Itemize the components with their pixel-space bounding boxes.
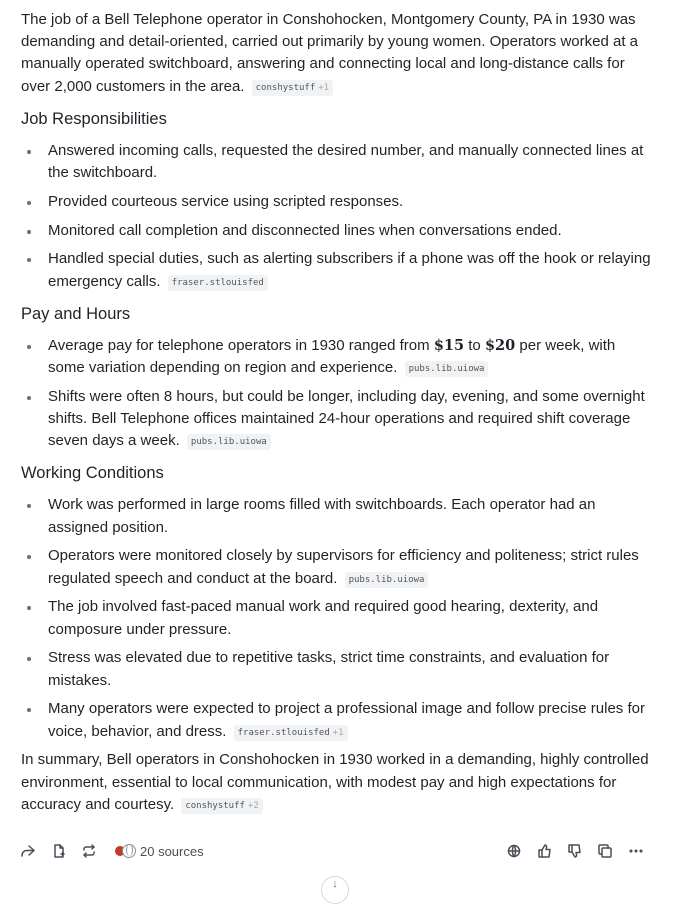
citation-badge[interactable]: conshystuff +2 [181,798,262,814]
list-item: Provided courteous service using scripted responses. [21,191,653,213]
more-options-button[interactable] [627,842,645,860]
list-item: Average pay for telephone operators in 1930 ranged from $15 to $20 per week, with some variation depending on region and experience. pubs.lib.uiowa [21,335,653,379]
conditions-list [21,494,653,742]
citation-badge[interactable]: pubs.lib.uiowa [405,361,489,377]
export-button[interactable] [50,842,68,860]
answer-content [21,9,653,816]
thumbs-down-button[interactable] [566,842,584,860]
sources-label: 20 sources [140,843,204,859]
citation-badge[interactable]: conshystuff +1 [252,80,333,96]
section-heading-conditions: Working Conditions [21,464,164,483]
thumbs-up-button[interactable] [536,842,554,860]
share-button[interactable] [19,842,37,860]
more-icon [628,843,644,859]
intro-text: The job of a Bell Telephone operator in Conshohocken, Montgomery County, PA in 1930 was demanding and detail-oriented, carried out primarily by young women. Operators worked at a manually operated switchboard, answering and connecting local and long-distance calls for over 2,000 customers in the area. [21,11,638,95]
share-icon [20,843,36,859]
summary-paragraph [21,749,653,816]
pay-high: $20 [484,336,516,354]
section-heading-pay: Pay and Hours [21,304,131,323]
globe-icon [122,844,136,858]
list-item: Shifts were often 8 hours, but could be longer, including day, evening, and some overnight shifts. Bell Telephone offices maintained 24-hour operations and required shift coverage seven days a week. pubs.lib.uiowa [21,386,653,453]
translate-icon [506,843,522,859]
list-item: Many operators were expected to project a professional image and follow precise rules for voice, behavior, and dress. fraser.stlouisfed +1 [21,698,653,742]
list-item: Handled special duties, such as alerting subscribers if a phone was off the hook or relaying emergency calls. fraser.stlouisfed [21,248,653,292]
scroll-down-button[interactable] [321,876,349,904]
pay-list [21,335,653,453]
intro-paragraph [21,9,653,98]
pay-low: $15 [433,336,465,354]
section-heading-job: Job Responsibilities [21,109,167,128]
summary-text: In summary, Bell operators in Conshohocken in 1930 worked in a demanding, highly controlled environment, essential to local communication, with modest pay and high expectations for accuracy and courtesy. [21,751,649,813]
list-item: Operators were monitored closely by supervisors for efficiency and politeness; strict rules regulated speech and conduct at the board. pubs.lib.uiowa [21,545,653,589]
list-item: Monitored call completion and disconnected lines when conversations ended. [21,220,653,242]
citation-badge[interactable]: fraser.stlouisfed +1 [234,725,348,741]
rewrite-icon [81,843,97,859]
thumbs-up-icon [537,843,553,859]
sources-button[interactable] [113,841,204,861]
list-item: Work was performed in large rooms filled with switchboards. Each operator had an assigned position. [21,494,653,538]
rewrite-button[interactable] [80,842,98,860]
thumbs-down-icon [567,843,583,859]
chevron-down-icon: ↓ [332,878,338,890]
copy-button[interactable] [596,842,614,860]
list-item: Stress was elevated due to repetitive tasks, strict time constraints, and evaluation for mistakes. [21,647,653,691]
citation-badge[interactable]: pubs.lib.uiowa [345,572,429,588]
export-icon [51,843,67,859]
citation-badge[interactable]: pubs.lib.uiowa [187,434,271,450]
answer-toolbar [0,836,673,866]
citation-badge[interactable]: fraser.stlouisfed [168,275,268,291]
copy-icon [597,843,613,859]
translate-button[interactable] [505,842,523,860]
job-list [21,140,653,293]
list-item: Answered incoming calls, requested the desired number, and manually connected lines at the switchboard. [21,140,653,184]
list-item: The job involved fast-paced manual work and required good hearing, dexterity, and composure under pressure. [21,596,653,640]
